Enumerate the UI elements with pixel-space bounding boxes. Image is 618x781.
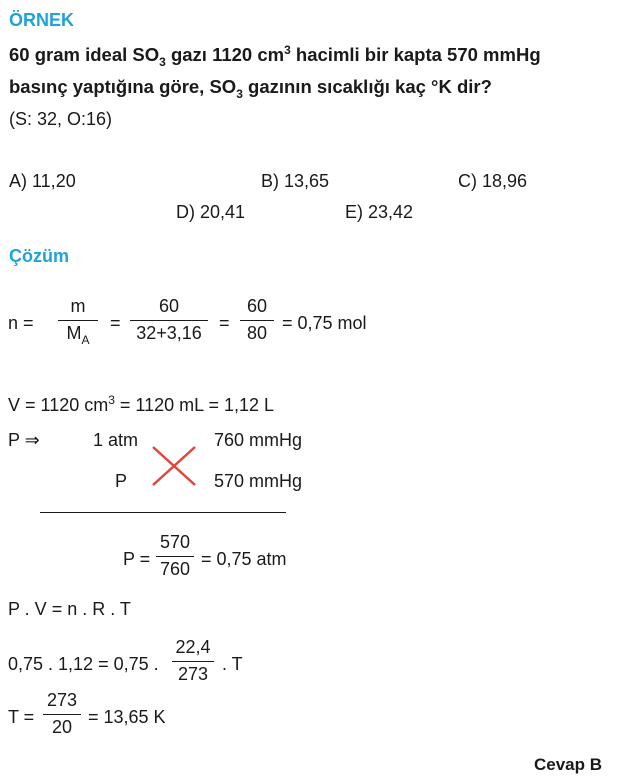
equals-sign-2: = (219, 313, 230, 333)
pressure-row1-right: 760 mmHg (214, 430, 303, 450)
fraction-273-over-20: 273 20 (43, 690, 81, 738)
option-a: A) 11,20 (9, 171, 76, 191)
option-e: E) 23,42 (345, 202, 414, 222)
pressure-row2-right: 570 mmHg (214, 471, 303, 491)
option-b: B) 13,65 (261, 171, 330, 191)
volume-conversion: V = 1120 $cm^3 = 1120$ mL = 1,12 L (8, 393, 275, 415)
gas-law-substitution: 0,75 . 1,12 = 0,75 . (8, 654, 159, 674)
fraction-570-over-760: 570 760 (156, 532, 194, 580)
option-d: D) 20,41 (176, 202, 246, 222)
fraction-60-over-molar-sum: 60 32+3,16 (130, 296, 208, 344)
pressure-result: = 0,75 atm (201, 549, 287, 569)
equals-sign-1: = (110, 313, 121, 333)
t-label: T = (8, 707, 35, 727)
fraction-m-over-ma: m $M_A$ (58, 296, 98, 347)
pressure-row1-left: 1 atm (93, 430, 139, 450)
pressure-label: P ⇒ (8, 430, 40, 450)
question-hint: (S: 32, O:16) (9, 109, 113, 129)
fraction-60-over-80: 60 80 (240, 296, 274, 344)
answer-label: Cevap B (534, 755, 603, 774)
moles-result: = 0,75 mol (282, 313, 367, 333)
solution-heading: Çözüm (9, 246, 69, 266)
pressure-row2-left: P (115, 471, 128, 491)
question-line-2: basınç yaptığına göre, $SO_3$ gazının sıcaklığı kaç °K dir? (9, 76, 492, 101)
option-c: C) 18,96 (458, 171, 528, 191)
question-line-1: 60 gram ideal $SO_3$ gazı 1120 $cm^3$ hacimli bir kapta 570 mmHg (9, 43, 541, 69)
fraction-22-4-over-273: 22,4 273 (172, 637, 214, 685)
ideal-gas-equation: P . V = n . R . T (8, 599, 131, 619)
cross-multiply-icon (150, 444, 198, 488)
gas-law-t-term: . T (222, 654, 243, 674)
example-heading: ÖRNEK (9, 10, 75, 30)
p-label: P = (123, 549, 151, 569)
divider-line (40, 512, 286, 513)
temperature-result: = 13,65 K (88, 707, 166, 727)
n-label: n = (8, 313, 34, 333)
